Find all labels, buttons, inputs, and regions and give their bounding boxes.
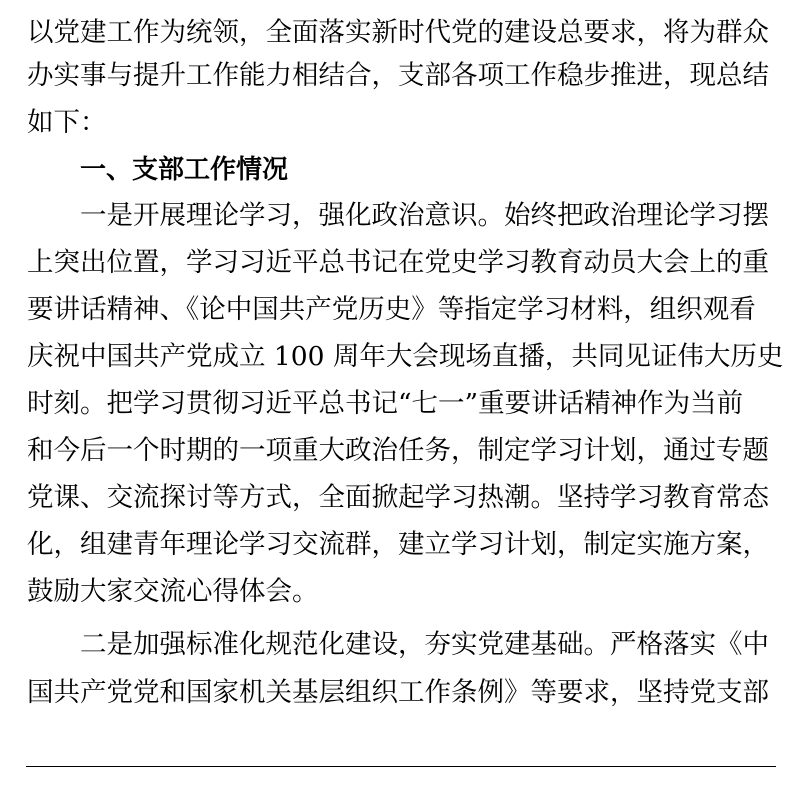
body-line-3: 如下： <box>27 107 107 138</box>
footer-divider <box>26 766 776 767</box>
body-line-15: 国共产党党和国家机关基层组织工作条例》等要求，坚持党支部 <box>27 677 769 708</box>
body-line-7: 要讲话精神、《论中国共产党历史》等指定学习材料，组织观看 <box>27 294 756 325</box>
body-line-10: 和今后一个时期的一项重大政治任务，制定学习计划，通过专题 <box>27 435 769 466</box>
body-line-12: 化，组建青年理论学习交流群，建立学习计划，制定实施方案， <box>27 529 769 560</box>
section-heading: 一、支部工作情况 <box>80 155 289 185</box>
body-line-11: 党课、交流探讨等方式，全面掀起学习热潮。坚持学习教育常态 <box>27 482 769 513</box>
body-line-5: 一是开展理论学习，强化政治意识。始终把政治理论学习摆 <box>80 200 769 231</box>
body-line-2: 办实事与提升工作能力相结合，支部各项工作稳步推进，现总结 <box>27 60 769 91</box>
body-line-8: 庆祝中国共产党成立 100 周年大会现场直播，共同见证伟大历史 <box>27 341 784 372</box>
body-line-14: 二是加强标准化规范化建设，夯实党建基础。严格落实《中 <box>80 629 769 660</box>
body-line-9: 时刻。把学习贯彻习近平总书记“七一”重要讲话精神作为当前 <box>27 388 744 419</box>
body-line-13: 鼓励大家交流心得体会。 <box>27 576 319 607</box>
body-line-6: 上突出位置，学习习近平总书记在党史学习教育动员大会上的重 <box>27 247 769 278</box>
body-line-1: 以党建工作为统领，全面落实新时代党的建设总要求，将为群众 <box>27 17 769 48</box>
